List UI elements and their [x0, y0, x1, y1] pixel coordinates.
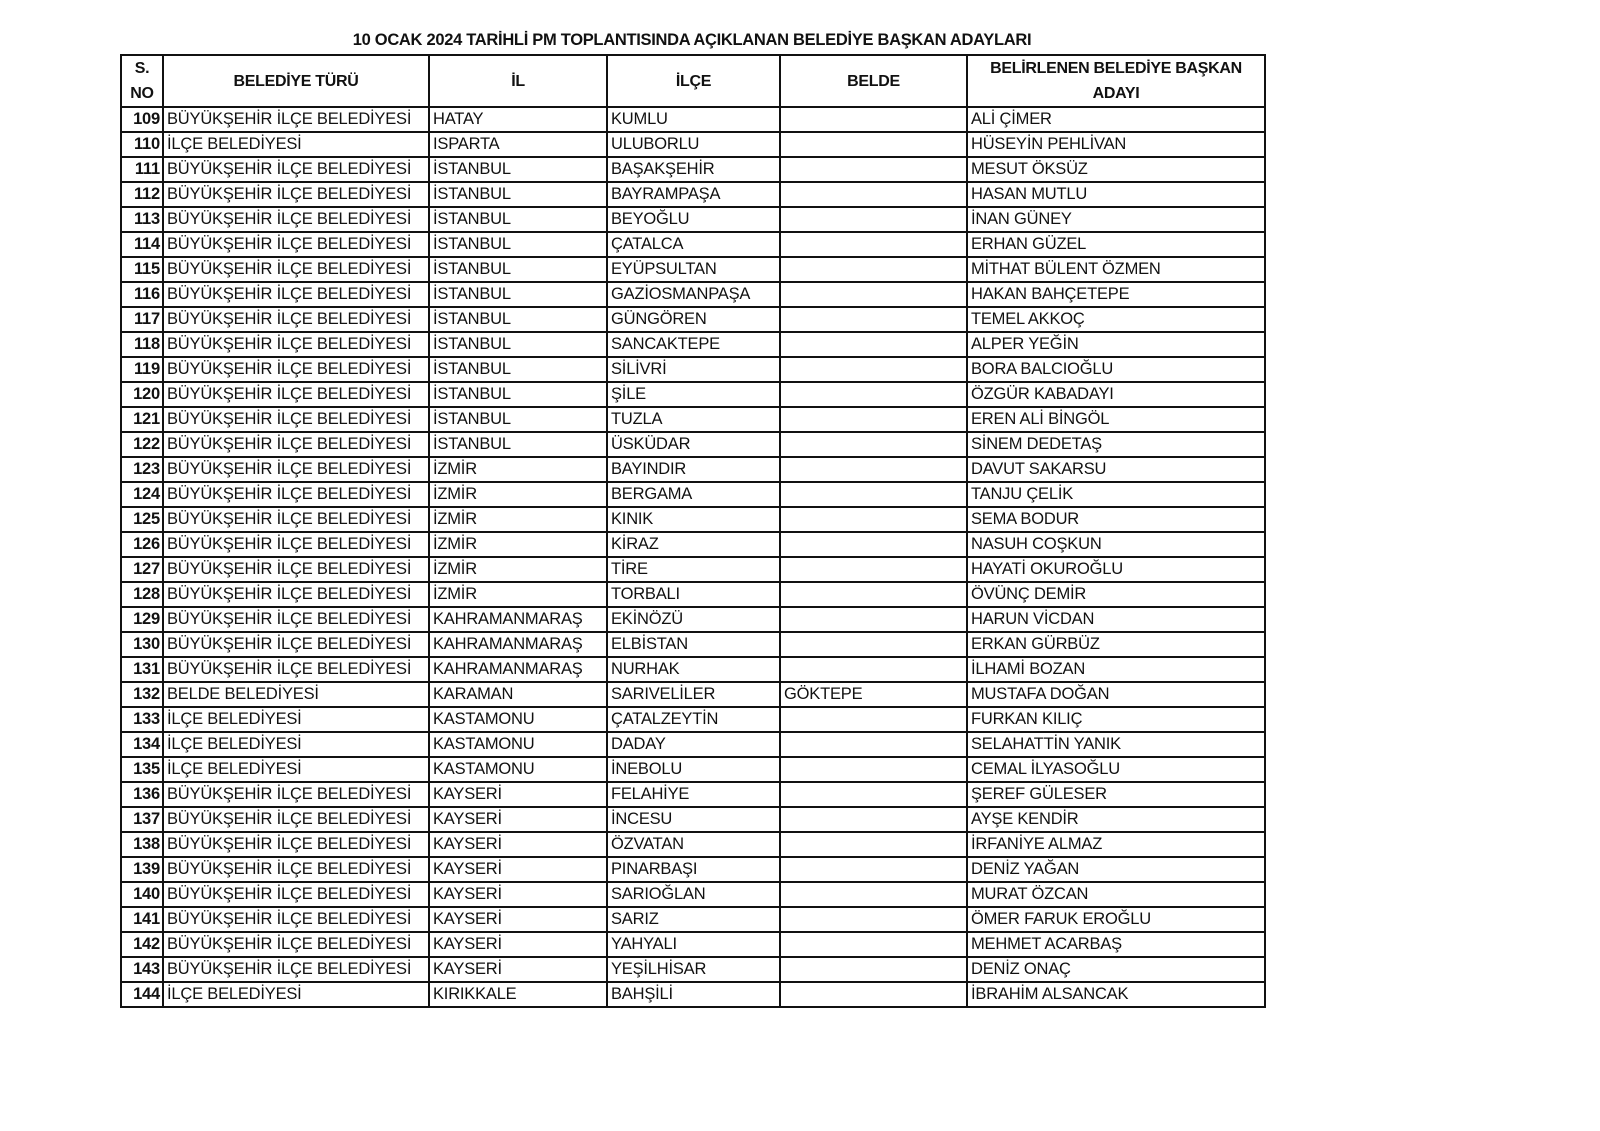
table-row [121, 407, 1265, 432]
cell-belde [780, 157, 967, 182]
cell-ilce: KINIK [607, 507, 780, 532]
cell-belde [780, 882, 967, 907]
table-row [121, 857, 1265, 882]
header-belde: BELDE [780, 55, 967, 107]
cell-il: KAYSERİ [429, 832, 607, 857]
table-row [121, 357, 1265, 382]
cell-belde [780, 482, 967, 507]
cell-il: İSTANBUL [429, 207, 607, 232]
cell-aday: CEMAL İLYASOĞLU [967, 757, 1265, 782]
cell-belediye-turu: BÜYÜKŞEHİR İLÇE BELEDİYESİ [163, 382, 429, 407]
cell-ilce: TUZLA [607, 407, 780, 432]
cell-aday: SEMA BODUR [967, 507, 1265, 532]
cell-sno: 134 [121, 732, 163, 757]
cell-belde [780, 732, 967, 757]
table-row [121, 782, 1265, 807]
cell-ilce: BAYRAMPAŞA [607, 182, 780, 207]
cell-belediye-turu: İLÇE BELEDİYESİ [163, 707, 429, 732]
cell-belde [780, 507, 967, 532]
cell-il: KAYSERİ [429, 932, 607, 957]
cell-il: KASTAMONU [429, 757, 607, 782]
cell-sno: 118 [121, 332, 163, 357]
cell-ilce: ÇATALCA [607, 232, 780, 257]
cell-aday: EREN ALİ BİNGÖL [967, 407, 1265, 432]
cell-belediye-turu: BÜYÜKŞEHİR İLÇE BELEDİYESİ [163, 782, 429, 807]
cell-belde [780, 932, 967, 957]
cell-ilce: YAHYALI [607, 932, 780, 957]
cell-il: İZMİR [429, 582, 607, 607]
cell-ilce: ULUBORLU [607, 132, 780, 157]
cell-belediye-turu: BELDE BELEDİYESİ [163, 682, 429, 707]
cell-ilce: SANCAKTEPE [607, 332, 780, 357]
cell-il: KAYSERİ [429, 957, 607, 982]
header-il: İL [429, 55, 607, 107]
cell-belde [780, 332, 967, 357]
cell-ilce: BEYOĞLU [607, 207, 780, 232]
cell-il: İSTANBUL [429, 182, 607, 207]
cell-belediye-turu: BÜYÜKŞEHİR İLÇE BELEDİYESİ [163, 157, 429, 182]
cell-belediye-turu: BÜYÜKŞEHİR İLÇE BELEDİYESİ [163, 507, 429, 532]
cell-ilce: TİRE [607, 557, 780, 582]
cell-belde [780, 107, 967, 132]
header-aday: BELİRLENEN BELEDİYE BAŞKAN ADAYI [967, 55, 1265, 107]
table-row [121, 832, 1265, 857]
table-row [121, 532, 1265, 557]
table-row [121, 607, 1265, 632]
cell-aday: ÖMER FARUK EROĞLU [967, 907, 1265, 932]
cell-belde [780, 832, 967, 857]
cell-sno: 129 [121, 607, 163, 632]
candidates-table [120, 54, 1266, 1008]
cell-il: İZMİR [429, 457, 607, 482]
cell-aday: HARUN VİCDAN [967, 607, 1265, 632]
cell-belediye-turu: BÜYÜKŞEHİR İLÇE BELEDİYESİ [163, 282, 429, 307]
cell-belediye-turu: BÜYÜKŞEHİR İLÇE BELEDİYESİ [163, 957, 429, 982]
cell-belediye-turu: BÜYÜKŞEHİR İLÇE BELEDİYESİ [163, 207, 429, 232]
cell-aday: HAYATİ OKUROĞLU [967, 557, 1265, 582]
table-row [121, 882, 1265, 907]
cell-belediye-turu: BÜYÜKŞEHİR İLÇE BELEDİYESİ [163, 257, 429, 282]
cell-il: İZMİR [429, 532, 607, 557]
cell-aday: BORA BALCIOĞLU [967, 357, 1265, 382]
cell-il: KARAMAN [429, 682, 607, 707]
cell-aday: ERKAN GÜRBÜZ [967, 632, 1265, 657]
cell-aday: SELAHATTİN YANIK [967, 732, 1265, 757]
cell-ilce: ELBİSTAN [607, 632, 780, 657]
cell-aday: DENİZ YAĞAN [967, 857, 1265, 882]
cell-il: KAYSERİ [429, 782, 607, 807]
cell-sno: 119 [121, 357, 163, 382]
cell-ilce: BAŞAKŞEHİR [607, 157, 780, 182]
cell-sno: 109 [121, 107, 163, 132]
cell-aday: HÜSEYİN PEHLİVAN [967, 132, 1265, 157]
cell-ilce: İNCESU [607, 807, 780, 832]
cell-sno: 136 [121, 782, 163, 807]
table-row [121, 382, 1265, 407]
cell-belde [780, 357, 967, 382]
cell-ilce: NURHAK [607, 657, 780, 682]
cell-sno: 131 [121, 657, 163, 682]
cell-belediye-turu: BÜYÜKŞEHİR İLÇE BELEDİYESİ [163, 532, 429, 557]
cell-belde [780, 957, 967, 982]
table-row [121, 107, 1265, 132]
cell-belde [780, 757, 967, 782]
cell-il: İZMİR [429, 557, 607, 582]
cell-aday: DAVUT SAKARSU [967, 457, 1265, 482]
cell-sno: 139 [121, 857, 163, 882]
cell-sno: 127 [121, 557, 163, 582]
cell-sno: 113 [121, 207, 163, 232]
cell-belediye-turu: BÜYÜKŞEHİR İLÇE BELEDİYESİ [163, 832, 429, 857]
cell-aday: DENİZ ONAÇ [967, 957, 1265, 982]
cell-ilce: TORBALI [607, 582, 780, 607]
header-sno: S. NO [121, 55, 163, 107]
cell-il: İZMİR [429, 507, 607, 532]
cell-belde [780, 632, 967, 657]
cell-belediye-turu: BÜYÜKŞEHİR İLÇE BELEDİYESİ [163, 332, 429, 357]
cell-belediye-turu: İLÇE BELEDİYESİ [163, 132, 429, 157]
cell-aday: NASUH COŞKUN [967, 532, 1265, 557]
cell-sno: 124 [121, 482, 163, 507]
cell-belde [780, 232, 967, 257]
table-row [121, 957, 1265, 982]
cell-belediye-turu: BÜYÜKŞEHİR İLÇE BELEDİYESİ [163, 932, 429, 957]
table-row [121, 282, 1265, 307]
cell-belde [780, 532, 967, 557]
cell-ilce: ÜSKÜDAR [607, 432, 780, 457]
cell-il: İSTANBUL [429, 232, 607, 257]
cell-belde [780, 707, 967, 732]
cell-il: KASTAMONU [429, 707, 607, 732]
cell-il: ISPARTA [429, 132, 607, 157]
cell-belediye-turu: BÜYÜKŞEHİR İLÇE BELEDİYESİ [163, 557, 429, 582]
cell-sno: 121 [121, 407, 163, 432]
cell-ilce: BERGAMA [607, 482, 780, 507]
cell-il: KAYSERİ [429, 907, 607, 932]
cell-belediye-turu: BÜYÜKŞEHİR İLÇE BELEDİYESİ [163, 307, 429, 332]
document-title: 10 OCAK 2024 TARİHLİ PM TOPLANTISINDA AÇIKLANAN BELEDİYE BAŞKAN ADAYLARI [352, 31, 1032, 49]
cell-aday: ŞEREF GÜLESER [967, 782, 1265, 807]
cell-il: KAYSERİ [429, 807, 607, 832]
table-header-row [121, 55, 1265, 107]
cell-belde [780, 982, 967, 1007]
cell-belediye-turu: BÜYÜKŞEHİR İLÇE BELEDİYESİ [163, 182, 429, 207]
cell-aday: ÖVÜNÇ DEMİR [967, 582, 1265, 607]
cell-belediye-turu: BÜYÜKŞEHİR İLÇE BELEDİYESİ [163, 807, 429, 832]
cell-il: İSTANBUL [429, 382, 607, 407]
cell-il: İSTANBUL [429, 307, 607, 332]
cell-ilce: İNEBOLU [607, 757, 780, 782]
cell-aday: ÖZGÜR KABADAYI [967, 382, 1265, 407]
table-row [121, 682, 1265, 707]
cell-belediye-turu: BÜYÜKŞEHİR İLÇE BELEDİYESİ [163, 107, 429, 132]
cell-belde [780, 382, 967, 407]
cell-belediye-turu: BÜYÜKŞEHİR İLÇE BELEDİYESİ [163, 482, 429, 507]
table-row [121, 482, 1265, 507]
cell-il: HATAY [429, 107, 607, 132]
cell-belediye-turu: İLÇE BELEDİYESİ [163, 757, 429, 782]
cell-sno: 130 [121, 632, 163, 657]
cell-aday: ALİ ÇİMER [967, 107, 1265, 132]
table-row [121, 232, 1265, 257]
cell-aday: TEMEL AKKOÇ [967, 307, 1265, 332]
cell-ilce: BAYINDIR [607, 457, 780, 482]
cell-ilce: SİLİVRİ [607, 357, 780, 382]
cell-sno: 132 [121, 682, 163, 707]
cell-ilce: SARIOĞLAN [607, 882, 780, 907]
cell-belediye-turu: BÜYÜKŞEHİR İLÇE BELEDİYESİ [163, 907, 429, 932]
cell-ilce: EKİNÖZÜ [607, 607, 780, 632]
cell-belde [780, 132, 967, 157]
cell-il: İSTANBUL [429, 357, 607, 382]
cell-ilce: ÖZVATAN [607, 832, 780, 857]
cell-sno: 133 [121, 707, 163, 732]
cell-il: KIRIKKALE [429, 982, 607, 1007]
cell-belediye-turu: BÜYÜKŞEHİR İLÇE BELEDİYESİ [163, 607, 429, 632]
table-row [121, 507, 1265, 532]
cell-belde [780, 907, 967, 932]
cell-belde [780, 782, 967, 807]
cell-belde [780, 207, 967, 232]
cell-sno: 141 [121, 907, 163, 932]
cell-ilce: FELAHİYE [607, 782, 780, 807]
cell-il: İSTANBUL [429, 157, 607, 182]
cell-il: İSTANBUL [429, 432, 607, 457]
table-row [121, 932, 1265, 957]
cell-belde [780, 307, 967, 332]
cell-il: KAHRAMANMARAŞ [429, 607, 607, 632]
cell-ilce: KİRAZ [607, 532, 780, 557]
cell-belde [780, 432, 967, 457]
table-body [121, 107, 1265, 1007]
cell-belediye-turu: BÜYÜKŞEHİR İLÇE BELEDİYESİ [163, 582, 429, 607]
cell-belde [780, 582, 967, 607]
cell-aday: SİNEM DEDETAŞ [967, 432, 1265, 457]
table-row [121, 432, 1265, 457]
cell-sno: 128 [121, 582, 163, 607]
cell-aday: ALPER YEĞİN [967, 332, 1265, 357]
table-row [121, 157, 1265, 182]
table-row [121, 732, 1265, 757]
cell-ilce: PINARBAŞI [607, 857, 780, 882]
cell-aday: İRFANİYE ALMAZ [967, 832, 1265, 857]
table-row [121, 132, 1265, 157]
cell-belde [780, 282, 967, 307]
cell-belediye-turu: BÜYÜKŞEHİR İLÇE BELEDİYESİ [163, 857, 429, 882]
cell-belediye-turu: BÜYÜKŞEHİR İLÇE BELEDİYESİ [163, 657, 429, 682]
cell-aday: TANJU ÇELİK [967, 482, 1265, 507]
header-ilce: İLÇE [607, 55, 780, 107]
cell-aday: MESUT ÖKSÜZ [967, 157, 1265, 182]
cell-il: İSTANBUL [429, 407, 607, 432]
cell-aday: İLHAMİ BOZAN [967, 657, 1265, 682]
cell-il: İZMİR [429, 482, 607, 507]
cell-belde [780, 407, 967, 432]
cell-ilce: GÜNGÖREN [607, 307, 780, 332]
cell-sno: 125 [121, 507, 163, 532]
table-row [121, 807, 1265, 832]
cell-aday: MURAT ÖZCAN [967, 882, 1265, 907]
cell-aday: AYŞE KENDİR [967, 807, 1265, 832]
cell-belde [780, 807, 967, 832]
cell-il: KASTAMONU [429, 732, 607, 757]
cell-belediye-turu: BÜYÜKŞEHİR İLÇE BELEDİYESİ [163, 357, 429, 382]
cell-aday: MUSTAFA DOĞAN [967, 682, 1265, 707]
cell-ilce: SARIVELİLER [607, 682, 780, 707]
cell-sno: 111 [121, 157, 163, 182]
cell-belediye-turu: BÜYÜKŞEHİR İLÇE BELEDİYESİ [163, 882, 429, 907]
cell-sno: 115 [121, 257, 163, 282]
cell-sno: 120 [121, 382, 163, 407]
cell-belediye-turu: BÜYÜKŞEHİR İLÇE BELEDİYESİ [163, 407, 429, 432]
cell-ilce: GAZİOSMANPAŞA [607, 282, 780, 307]
cell-il: İSTANBUL [429, 282, 607, 307]
cell-aday: ERHAN GÜZEL [967, 232, 1265, 257]
cell-sno: 112 [121, 182, 163, 207]
cell-sno: 135 [121, 757, 163, 782]
table-row [121, 207, 1265, 232]
cell-belediye-turu: BÜYÜKŞEHİR İLÇE BELEDİYESİ [163, 432, 429, 457]
cell-belde [780, 182, 967, 207]
table-row [121, 332, 1265, 357]
cell-belde [780, 657, 967, 682]
cell-sno: 140 [121, 882, 163, 907]
cell-belde [780, 857, 967, 882]
table-row [121, 632, 1265, 657]
cell-aday: HAKAN BAHÇETEPE [967, 282, 1265, 307]
table-row [121, 982, 1265, 1007]
cell-sno: 137 [121, 807, 163, 832]
table-row [121, 457, 1265, 482]
cell-il: KAHRAMANMARAŞ [429, 632, 607, 657]
cell-sno: 144 [121, 982, 163, 1007]
cell-il: KAYSERİ [429, 857, 607, 882]
cell-belediye-turu: BÜYÜKŞEHİR İLÇE BELEDİYESİ [163, 632, 429, 657]
cell-sno: 126 [121, 532, 163, 557]
cell-aday: MEHMET ACARBAŞ [967, 932, 1265, 957]
cell-il: KAYSERİ [429, 882, 607, 907]
table-row [121, 307, 1265, 332]
cell-ilce: DADAY [607, 732, 780, 757]
table-row [121, 257, 1265, 282]
cell-belde [780, 607, 967, 632]
cell-belediye-turu: İLÇE BELEDİYESİ [163, 982, 429, 1007]
table-row [121, 757, 1265, 782]
cell-sno: 114 [121, 232, 163, 257]
cell-sno: 117 [121, 307, 163, 332]
cell-il: İSTANBUL [429, 332, 607, 357]
cell-sno: 110 [121, 132, 163, 157]
table-row [121, 557, 1265, 582]
cell-il: KAHRAMANMARAŞ [429, 657, 607, 682]
cell-belde [780, 557, 967, 582]
cell-sno: 116 [121, 282, 163, 307]
cell-il: İSTANBUL [429, 257, 607, 282]
cell-sno: 142 [121, 932, 163, 957]
cell-ilce: ŞİLE [607, 382, 780, 407]
cell-sno: 122 [121, 432, 163, 457]
cell-aday: MİTHAT BÜLENT ÖZMEN [967, 257, 1265, 282]
cell-belediye-turu: BÜYÜKŞEHİR İLÇE BELEDİYESİ [163, 457, 429, 482]
cell-ilce: YEŞİLHİSAR [607, 957, 780, 982]
header-belediye-turu: BELEDİYE TÜRÜ [163, 55, 429, 107]
cell-sno: 143 [121, 957, 163, 982]
cell-aday: HASAN MUTLU [967, 182, 1265, 207]
cell-sno: 123 [121, 457, 163, 482]
cell-aday: İNAN GÜNEY [967, 207, 1265, 232]
table-row [121, 907, 1265, 932]
cell-belde: GÖKTEPE [780, 682, 967, 707]
cell-ilce: SARIZ [607, 907, 780, 932]
cell-aday: FURKAN KILIÇ [967, 707, 1265, 732]
cell-belediye-turu: İLÇE BELEDİYESİ [163, 732, 429, 757]
cell-aday: İBRAHİM ALSANCAK [967, 982, 1265, 1007]
table-row [121, 707, 1265, 732]
cell-ilce: EYÜPSULTAN [607, 257, 780, 282]
cell-belde [780, 257, 967, 282]
cell-belde [780, 457, 967, 482]
cell-ilce: ÇATALZEYTİN [607, 707, 780, 732]
cell-ilce: KUMLU [607, 107, 780, 132]
cell-ilce: BAHŞİLİ [607, 982, 780, 1007]
table-row [121, 182, 1265, 207]
table-row [121, 582, 1265, 607]
cell-sno: 138 [121, 832, 163, 857]
table-row [121, 657, 1265, 682]
cell-belediye-turu: BÜYÜKŞEHİR İLÇE BELEDİYESİ [163, 232, 429, 257]
